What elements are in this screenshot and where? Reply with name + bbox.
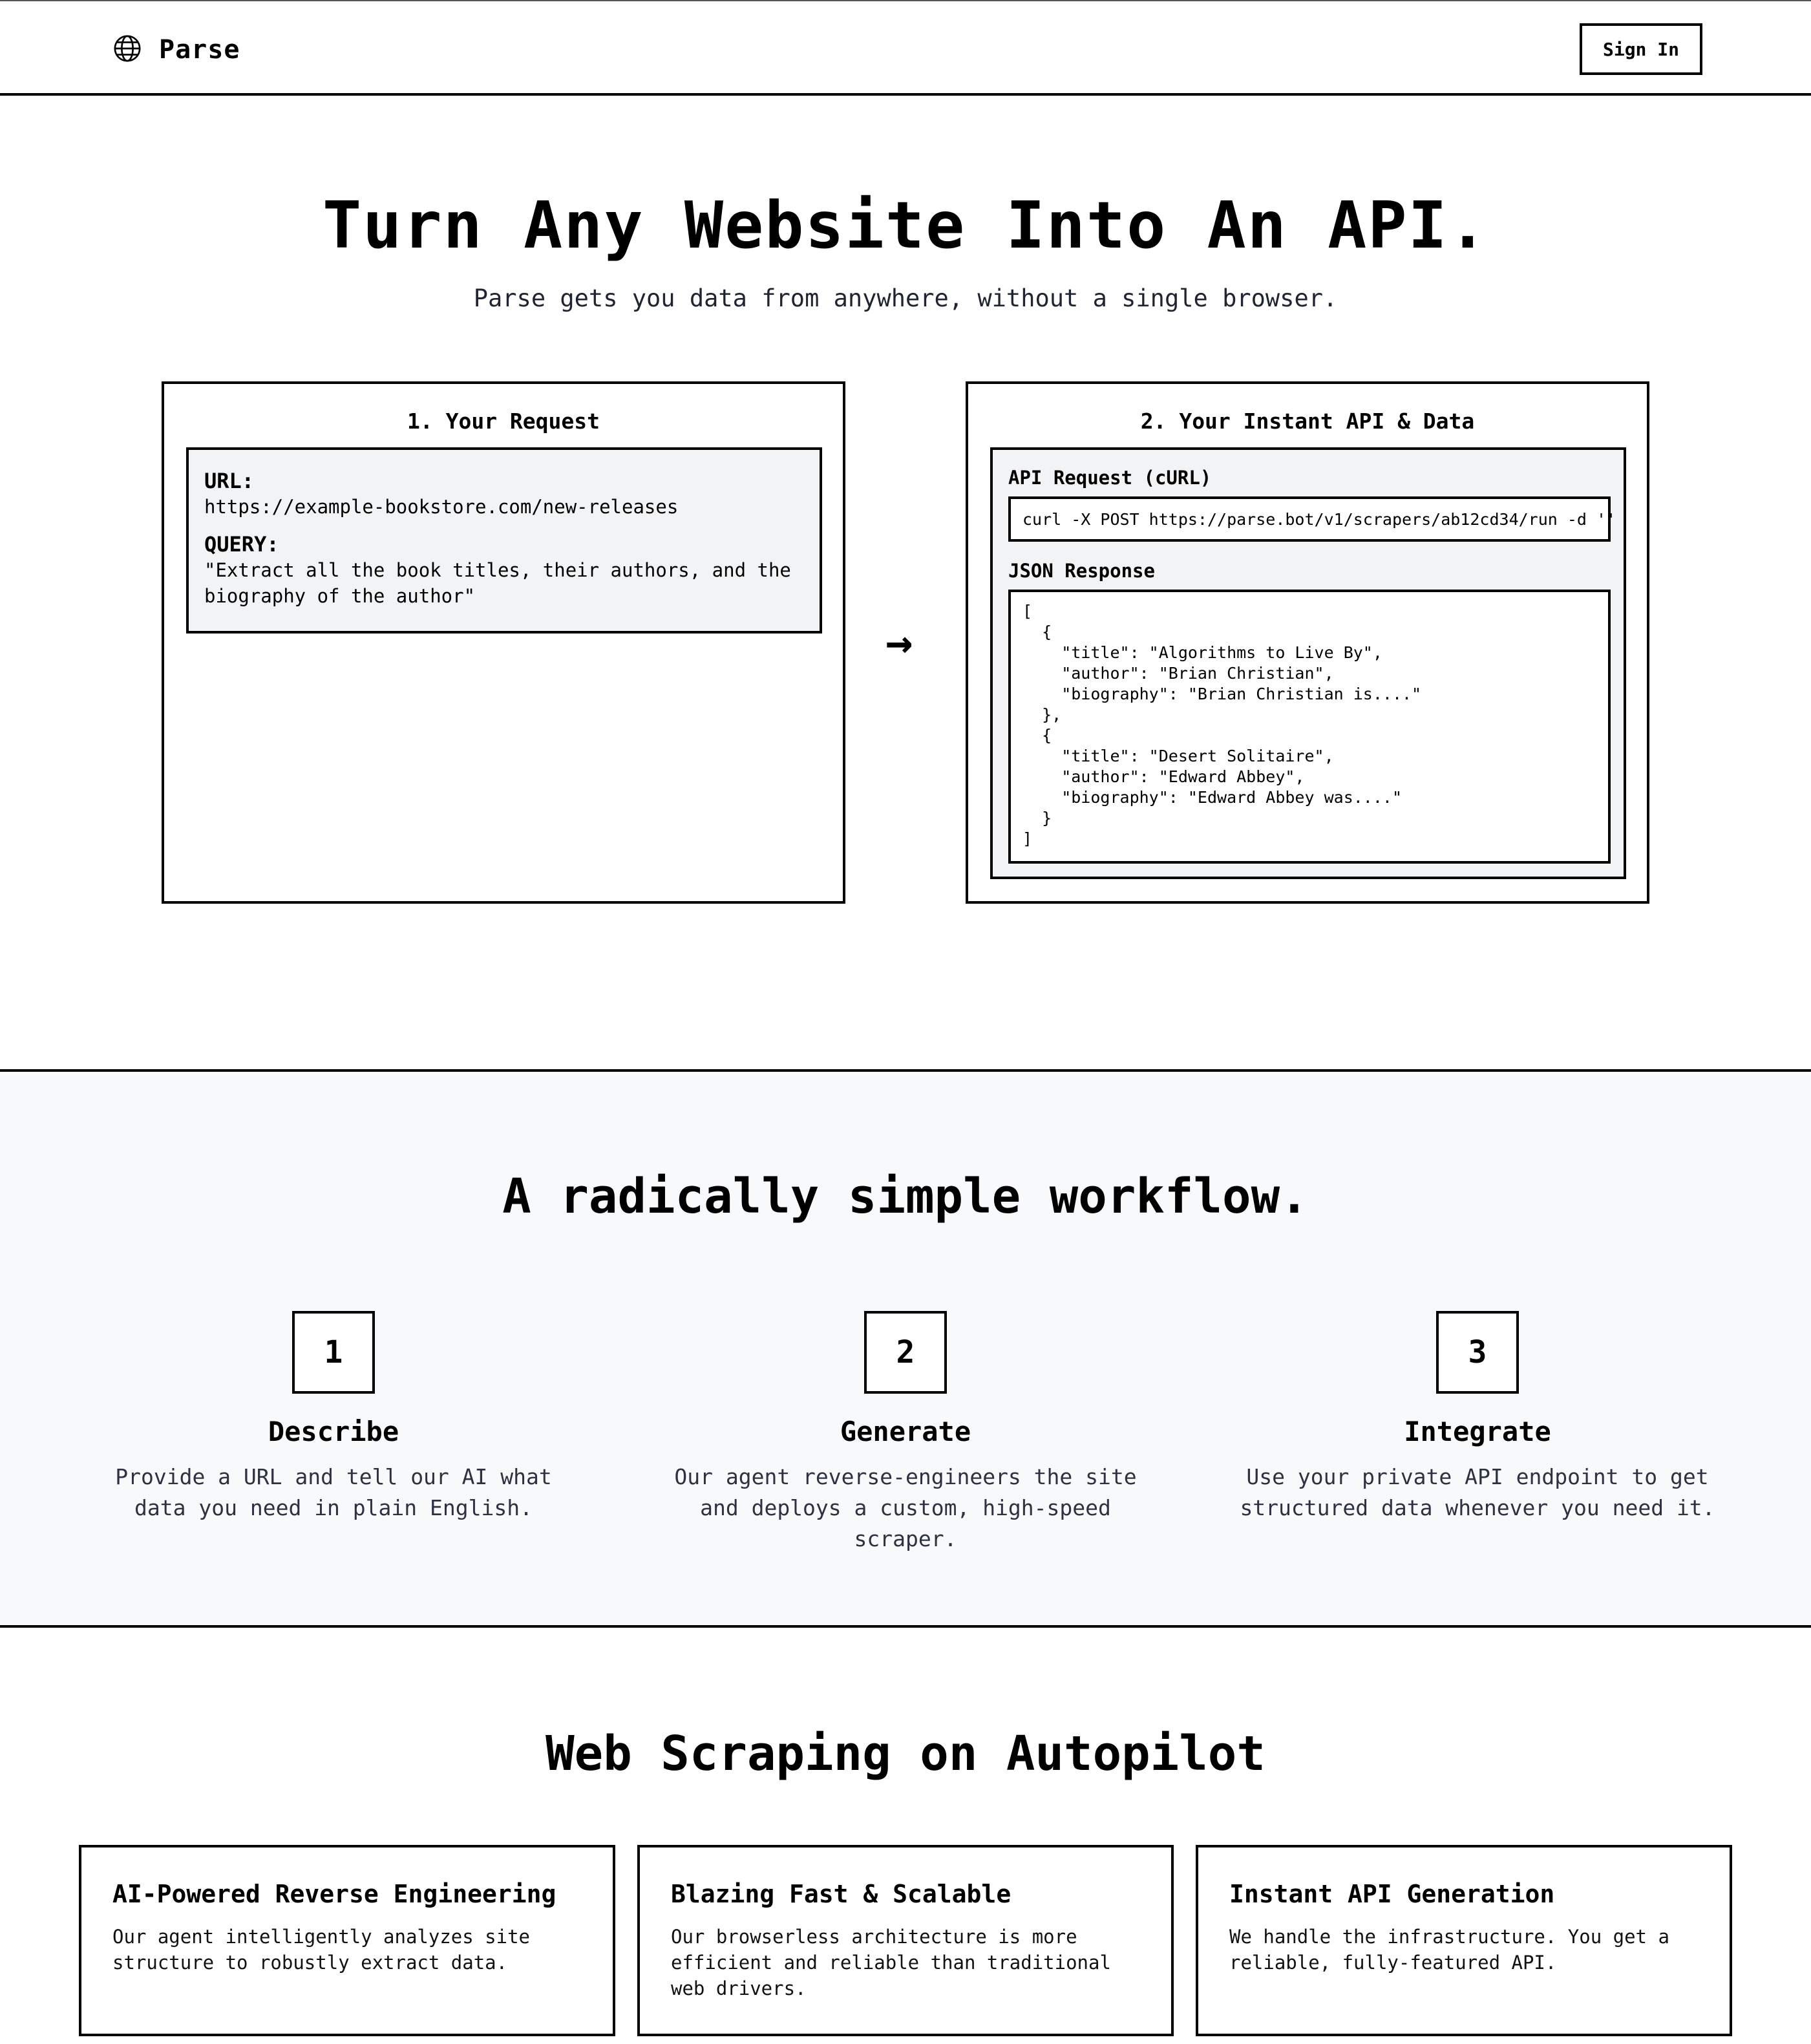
feature-card-title: AI-Powered Reverse Engineering xyxy=(112,1880,556,1908)
step-number: 1 xyxy=(292,1311,375,1394)
json-response: [ { "title": "Algorithms to Live By", "author": "Brian Christian", "biography": "Brian Christian is...." }, { "title": "Desert Solitaire", "author": "Edward Abbey", "biography": "Edward Abbey was...." } ] xyxy=(1022,602,1422,848)
step-title: Describe xyxy=(268,1416,399,1447)
api-panel xyxy=(966,381,1649,904)
step-description: Use your private API endpoint to get structured data whenever you need it. xyxy=(1240,1464,1715,1520)
api-box xyxy=(990,447,1626,879)
brand-name: Parse xyxy=(159,35,240,65)
workflow-step xyxy=(1206,1311,1749,1524)
request-panel-title: 1. Your Request xyxy=(407,409,600,434)
feature-card-description: Our browserless architecture is more efficient and reliable than traditional web drivers. xyxy=(671,1926,1111,1999)
globe-icon xyxy=(112,34,142,66)
query-label: QUERY: xyxy=(204,532,279,557)
api-panel-title: 2. Your Instant API & Data xyxy=(1140,409,1475,434)
hero-subtitle: Parse gets you data from anywhere, without a single browser. xyxy=(473,284,1338,312)
curl-command[interactable]: curl -X POST https://parse.bot/v1/scrapers/ab12cd34/run -d '' xyxy=(1008,496,1611,542)
feature-card xyxy=(79,1845,615,2036)
features-title: Web Scraping on Autopilot xyxy=(545,1726,1266,1782)
request-panel xyxy=(162,381,845,904)
hero-title: Turn Any Website Into An API. xyxy=(323,187,1488,263)
feature-card-title: Instant API Generation xyxy=(1229,1880,1555,1908)
sign-in-button[interactable]: Sign In xyxy=(1580,23,1702,75)
workflow-step xyxy=(62,1311,605,1524)
feature-card xyxy=(637,1845,1174,2036)
workflow-title: A radically simple workflow. xyxy=(502,1169,1309,1224)
query-value: "Extract all the book titles, their authors, and the biography of the author" xyxy=(204,559,791,607)
feature-card xyxy=(1196,1845,1732,2036)
json-label: JSON Response xyxy=(1008,560,1155,582)
feature-card-description: Our agent intelligently analyzes site structure to robustly extract data. xyxy=(112,1926,531,1974)
feature-card-title: Blazing Fast & Scalable xyxy=(671,1880,1011,1908)
brand-logo[interactable] xyxy=(112,34,240,66)
step-description: Our agent reverse-engineers the site and deploys a custom, high-speed scraper. xyxy=(674,1464,1137,1551)
site-header xyxy=(0,0,1811,96)
step-description: Provide a URL and tell our AI what data you need in plain English. xyxy=(115,1464,552,1520)
step-number: 3 xyxy=(1436,1311,1519,1394)
step-title: Integrate xyxy=(1404,1416,1551,1447)
url-value: https://example-bookstore.com/new-releases xyxy=(204,496,679,518)
workflow-step xyxy=(634,1311,1177,1555)
arrow-right-icon: → xyxy=(885,615,913,668)
feature-card-description: We handle the infrastructure. You get a reliable, fully-featured API. xyxy=(1229,1926,1669,1974)
json-response-box[interactable] xyxy=(1008,590,1611,864)
workflow-section xyxy=(0,1069,1811,1628)
request-box xyxy=(186,447,822,633)
curl-label: API Request (cURL) xyxy=(1008,467,1212,489)
url-label: URL: xyxy=(204,469,255,493)
step-title: Generate xyxy=(840,1416,971,1447)
step-number: 2 xyxy=(864,1311,947,1394)
